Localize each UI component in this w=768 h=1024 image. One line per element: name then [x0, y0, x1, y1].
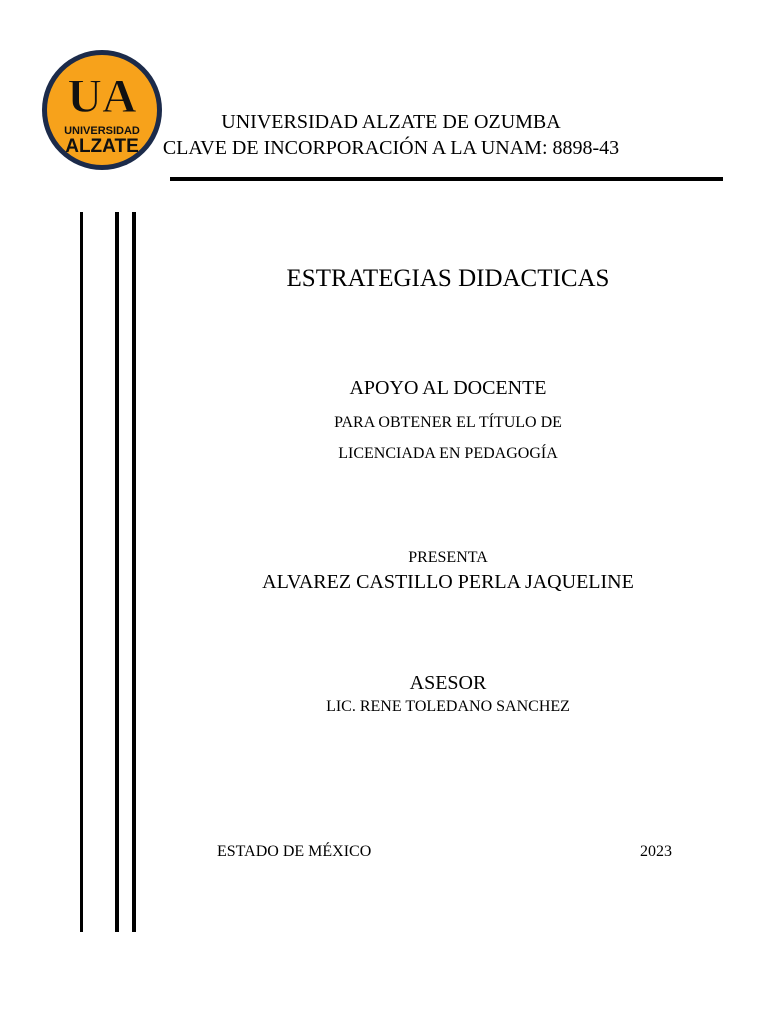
- logo-text-line2: ALZATE: [65, 136, 139, 157]
- left-rule-1: [80, 212, 83, 932]
- presenter-label: PRESENTA: [408, 549, 488, 566]
- footer-year: 2023: [640, 843, 672, 860]
- document-subtitle: APOYO AL DOCENTE: [349, 377, 547, 399]
- footer-place: ESTADO DE MÉXICO: [217, 843, 372, 860]
- university-name: UNIVERSIDAD ALZATE DE OZUMBA: [221, 111, 561, 133]
- degree-line-2: LICENCIADA EN PEDAGOGÍA: [338, 445, 558, 462]
- left-rule-2: [115, 212, 119, 932]
- left-rule-3: [132, 212, 136, 932]
- advisor-label: ASESOR: [409, 672, 487, 694]
- incorporation-key: CLAVE DE INCORPORACIÓN A LA UNAM: 8898-43: [162, 137, 620, 159]
- document-title: ESTRATEGIAS DIDACTICAS: [286, 265, 610, 292]
- logo-text-line1: UNIVERSIDAD: [64, 125, 140, 137]
- header-divider: [170, 177, 723, 181]
- advisor-name: LIC. RENE TOLEDANO SANCHEZ: [326, 698, 570, 715]
- logo-monogram: UA: [67, 70, 137, 123]
- presenter-name: ALVAREZ CASTILLO PERLA JAQUELINE: [262, 571, 634, 593]
- degree-line-1: PARA OBTENER EL TÍTULO DE: [334, 414, 562, 431]
- university-logo: [40, 48, 164, 172]
